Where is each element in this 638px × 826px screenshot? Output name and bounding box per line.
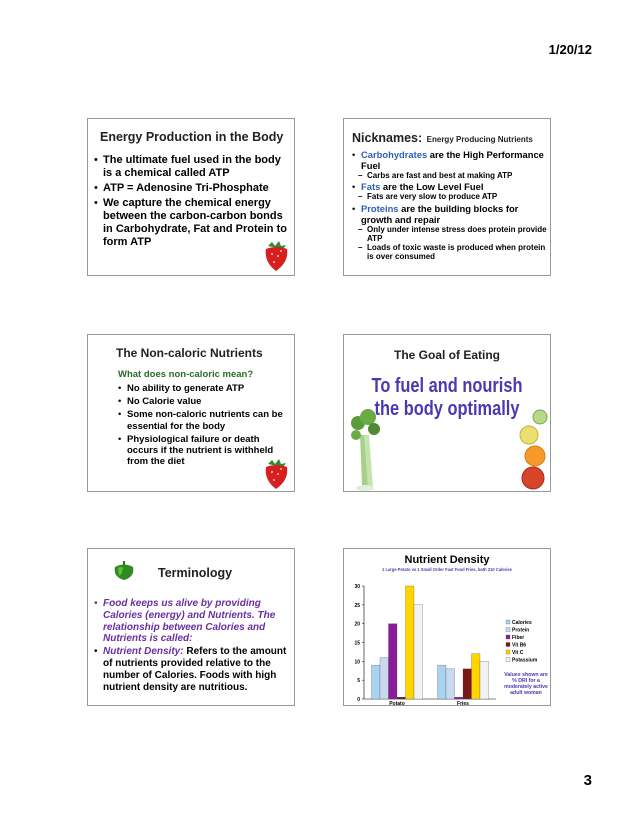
bar bbox=[414, 605, 423, 699]
bar bbox=[372, 665, 381, 699]
question-text: What does non-caloric mean? bbox=[118, 369, 254, 380]
bullet: • No ability to generate ATP bbox=[118, 383, 290, 394]
slide-title bbox=[352, 129, 533, 147]
legend-swatch bbox=[506, 620, 510, 624]
bar bbox=[480, 661, 489, 699]
bullet: • ATP = Adenosine Tri-Phosphate bbox=[94, 182, 290, 195]
goal-line: the body optimally bbox=[374, 398, 520, 420]
strawberry-icon bbox=[262, 240, 290, 272]
slide-nutrient-density-chart[interactable] bbox=[343, 548, 551, 706]
legend-label: Fiber bbox=[512, 634, 525, 641]
bullet-carbohydrates: • Carbohydrates are the High Performance Fuel bbox=[352, 149, 547, 171]
title-main: Nicknames: bbox=[352, 131, 423, 145]
legend-swatch bbox=[506, 650, 510, 654]
bullet: • The ultimate fuel used in the body is a chemical called ATP bbox=[94, 154, 290, 180]
bullet-list bbox=[118, 383, 290, 467]
bar bbox=[389, 624, 398, 699]
slide-terminology[interactable] bbox=[87, 548, 295, 706]
sub-bullet: – Only under intense stress does protein provide ATP bbox=[352, 225, 547, 243]
slide-non-caloric[interactable] bbox=[87, 334, 295, 492]
chart-note: Values shown are % DRI for a moderately active adult woman bbox=[504, 672, 548, 696]
chart-bars bbox=[372, 586, 489, 699]
goal-text bbox=[363, 375, 532, 421]
slide-title: Terminology bbox=[158, 566, 233, 580]
y-tick-label: 5 bbox=[357, 678, 360, 685]
slide-title: The Goal of Eating bbox=[393, 348, 500, 362]
bullet: • We capture the chemical energy between the carbon-carbon bonds in Carbohydrate, Fat and Protein to form ATP bbox=[94, 197, 290, 249]
legend-swatch bbox=[506, 643, 510, 647]
x-tick-label: Potato bbox=[389, 701, 405, 705]
legend-swatch bbox=[506, 658, 510, 662]
green-pepper-icon bbox=[112, 559, 136, 581]
x-tick-label: Fries bbox=[457, 701, 469, 705]
slide-goal-of-eating[interactable] bbox=[343, 334, 551, 492]
slide-nicknames[interactable] bbox=[343, 118, 551, 276]
page-number: 3 bbox=[583, 772, 592, 789]
legend-label: Vit C bbox=[512, 649, 524, 656]
nickname-list bbox=[352, 149, 547, 262]
bullet-fats: • Fats are the Low Level Fuel bbox=[352, 181, 547, 192]
bar bbox=[463, 669, 472, 699]
chart-title: Nutrient Density bbox=[404, 554, 490, 566]
chart-legend bbox=[506, 620, 538, 664]
bullet: • Food keeps us alive by providing Calories (energy) and Nutrients. The relationship between Calories and Nutrients is called: bbox=[94, 598, 292, 645]
bullet: • Physiological failure or death occurs if the nutrient is withheld from the diet bbox=[118, 434, 290, 468]
sub-bullet: – Carbs are fast and best at making ATP bbox=[352, 171, 547, 180]
y-tick-label: 25 bbox=[354, 602, 360, 609]
bullet: • No Calorie value bbox=[118, 396, 290, 407]
bullet-list bbox=[94, 598, 292, 693]
bar bbox=[472, 654, 481, 699]
y-tick-label: 10 bbox=[354, 659, 360, 666]
slide-title: The Non-caloric Nutrients bbox=[116, 346, 263, 360]
bullet-proteins: • Proteins are the building blocks for growth and repair bbox=[352, 203, 547, 225]
chart-subtitle: 1 Large Potato vs 1 Small Order Fast Food Fries, both 210 Calories bbox=[382, 567, 512, 572]
bullet-list bbox=[94, 154, 290, 249]
sub-bullet: – Loads of toxic waste is produced when protein is over consumed bbox=[352, 243, 547, 261]
legend-label: Potassium bbox=[512, 657, 538, 664]
legend-label: Calories bbox=[512, 619, 532, 626]
legend-swatch bbox=[506, 628, 510, 632]
bar bbox=[446, 669, 455, 699]
legend-swatch bbox=[506, 635, 510, 639]
goal-line: To fuel and nourish bbox=[371, 375, 523, 397]
slide-title: Energy Production in the Body bbox=[100, 130, 284, 144]
y-tick-label: 15 bbox=[354, 640, 360, 647]
strawberry-icon bbox=[262, 458, 290, 490]
bar bbox=[380, 658, 389, 699]
y-tick-label: 20 bbox=[354, 621, 360, 628]
bar bbox=[455, 697, 464, 699]
y-tick-label: 0 bbox=[357, 697, 360, 703]
sub-bullet: – Fats are very slow to produce ATP bbox=[352, 192, 547, 201]
bar bbox=[406, 586, 415, 699]
y-tick-label: 30 bbox=[354, 584, 360, 590]
legend-label: Protein bbox=[512, 627, 530, 634]
bar bbox=[438, 665, 447, 699]
bullet: • Some non-caloric nutrients can be essential for the body bbox=[118, 409, 290, 431]
header-date: 1/20/12 bbox=[548, 42, 592, 57]
bullet-nutrient-density: • Nutrient Density: Refers to the amount of nutrients provided relative to the number of Calories. Foods with high nutrient density are nutritious. bbox=[94, 646, 292, 693]
legend-label: Vit B6 bbox=[512, 642, 527, 649]
bar bbox=[397, 697, 406, 699]
citrus-slices-icon bbox=[516, 407, 550, 491]
title-sub: Energy Producing Nutrients bbox=[426, 135, 533, 144]
slide-energy-production[interactable] bbox=[87, 118, 295, 276]
